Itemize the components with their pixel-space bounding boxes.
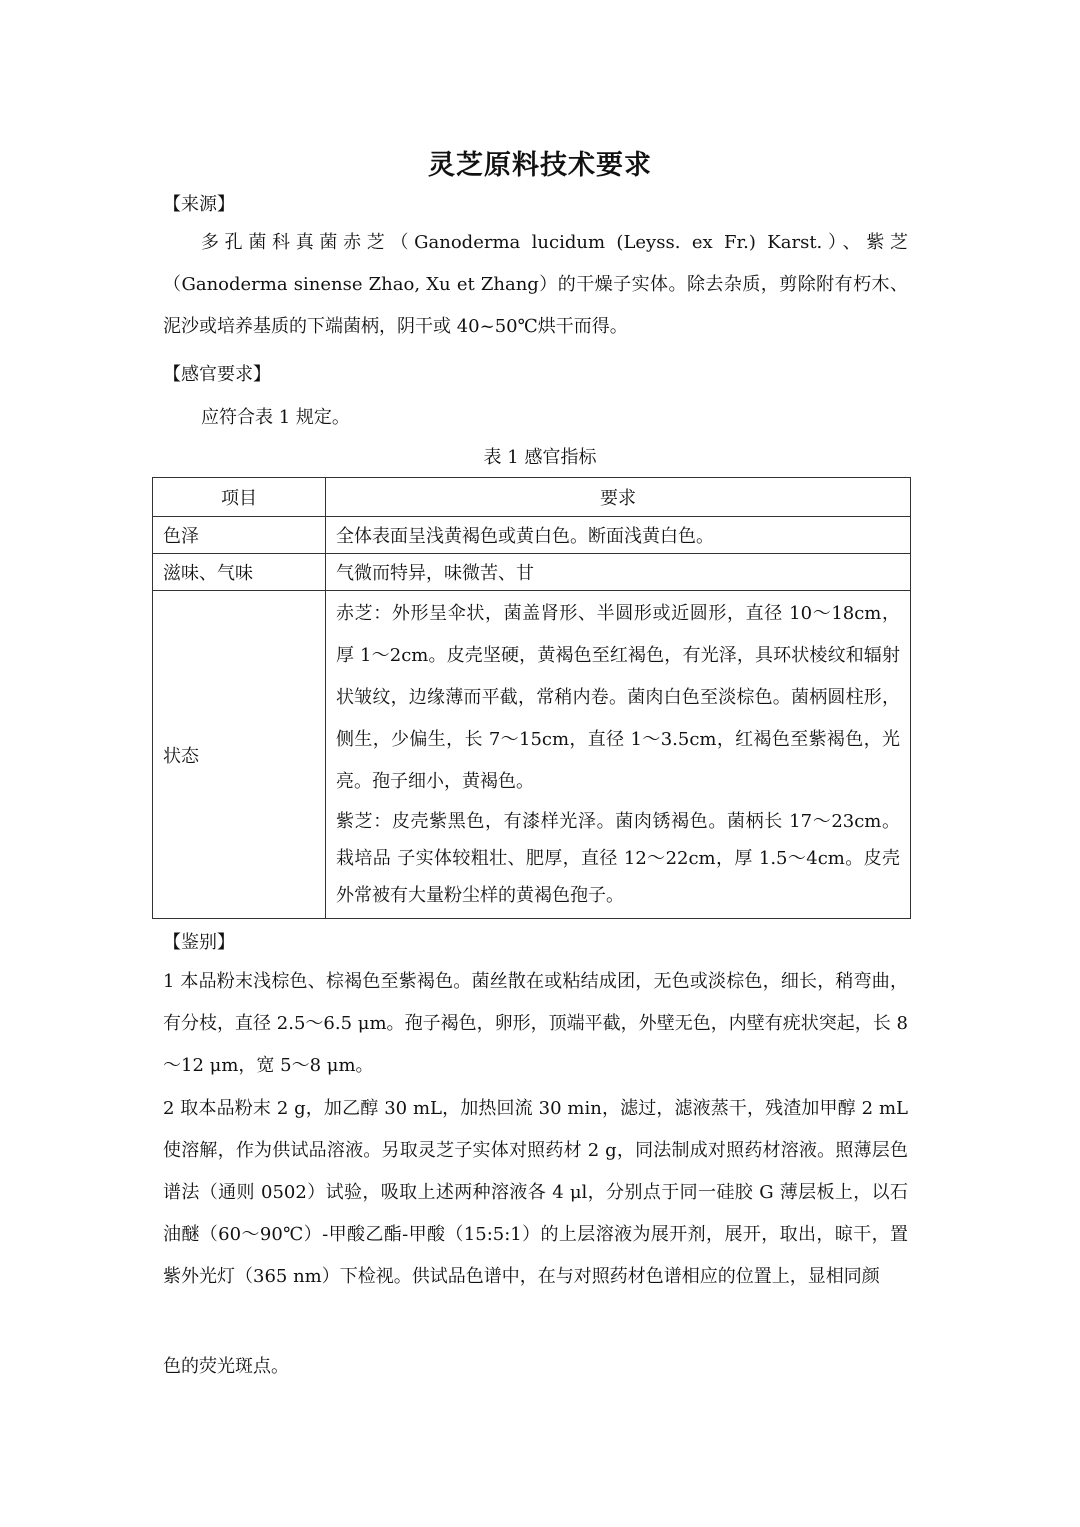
sensory-heading: 【感官要求】	[163, 364, 271, 385]
table-header-row	[153, 478, 911, 517]
state-chizhi: 赤芝：外形呈伞状，菌盖肾形、半圆形或近圆形，直径 10～18cm，厚 1～2cm。皮壳坚硬，黄褐色至红褐色，有光泽，具环状棱纹和辐射状皱纹，边缘薄而平截，常稍内卷。菌肉白色至淡棕色。菌柄圆柱形，侧生，少偏生，长 7～15cm，直径 1～3.5cm，红褐色至紫褐色，光亮。孢子细小，黄褐色。	[336, 603, 900, 792]
row-requirement: 全体表面呈浅黄褐色或黄白色。断面浅黄白色。	[326, 517, 911, 554]
header-requirement: 要求	[326, 478, 911, 517]
row-item: 色泽	[153, 517, 326, 554]
row-item: 状态	[153, 591, 326, 919]
sensory-table	[152, 477, 911, 919]
sensory-text: 应符合表 1 规定。	[201, 407, 350, 428]
state-zizhi: 紫芝：皮壳紫黑色，有漆样光泽。菌肉锈褐色。菌柄长 17～23cm。栽培品 子实体较粗壮、肥厚，直径 12～22cm，厚 1.5～4cm。皮壳外常被有大量粉尘样的黄褐色孢子。	[336, 811, 900, 906]
identify-paragraph-2-tail: 色的荧光斑点。	[163, 1356, 289, 1377]
source-heading: 【来源】	[163, 194, 235, 215]
source-text: 多孔菌科真菌赤芝（Ganoderma lucidum (Leyss. ex Fr.) Karst.）、紫芝（Ganoderma sinense Zhao, Xu et Zhang）的干燥子实体。除去杂质，剪除附有朽木、泥沙或培养基质的下端菌柄，阴干或 40~50℃烘干而得。	[163, 232, 908, 337]
identify-paragraph-1: 1 本品粉末浅棕色、棕褐色至紫褐色。菌丝散在或粘结成团，无色或淡棕色，细长，稍弯曲，有分枝，直径 2.5～6.5 μm。孢子褐色，卵形，顶端平截，外壁无色，内壁有疣状突起，长 8～12 μm，宽 5～8 μm。	[163, 971, 908, 1076]
page-title: 灵芝原料技术要求	[428, 150, 652, 181]
row-requirement: 气微而特异，味微苦、甘	[326, 554, 911, 591]
table-row	[153, 554, 911, 591]
row-item: 滋味、气味	[153, 554, 326, 591]
header-item: 项目	[153, 478, 326, 517]
table-caption: 表 1 感官指标	[483, 447, 597, 468]
identify-paragraph-2: 2 取本品粉末 2 g，加乙醇 30 mL，加热回流 30 min，滤过，滤液蒸干，残渣加甲醇 2 mL 使溶解，作为供试品溶液。另取灵芝子实体对照药材 2 g，同法制成对照药材溶液。照薄层色谱法（通则 0502）试验，吸取上述两种溶液各 4 μl，分别点于同一硅胶 G 薄层板上，以石油醚（60～90℃）-甲酸乙酯-甲酸（15:5:1）的上层溶液为展开剂，展开，取出，晾干，置紫外光灯（365 nm）下检视。供试品色谱中，在与对照药材色谱相应的位置上，显相同颜	[163, 1098, 908, 1287]
table-row	[153, 517, 911, 554]
table-row	[153, 591, 911, 919]
identify-heading: 【鉴别】	[163, 932, 235, 953]
row-requirement	[326, 591, 911, 919]
